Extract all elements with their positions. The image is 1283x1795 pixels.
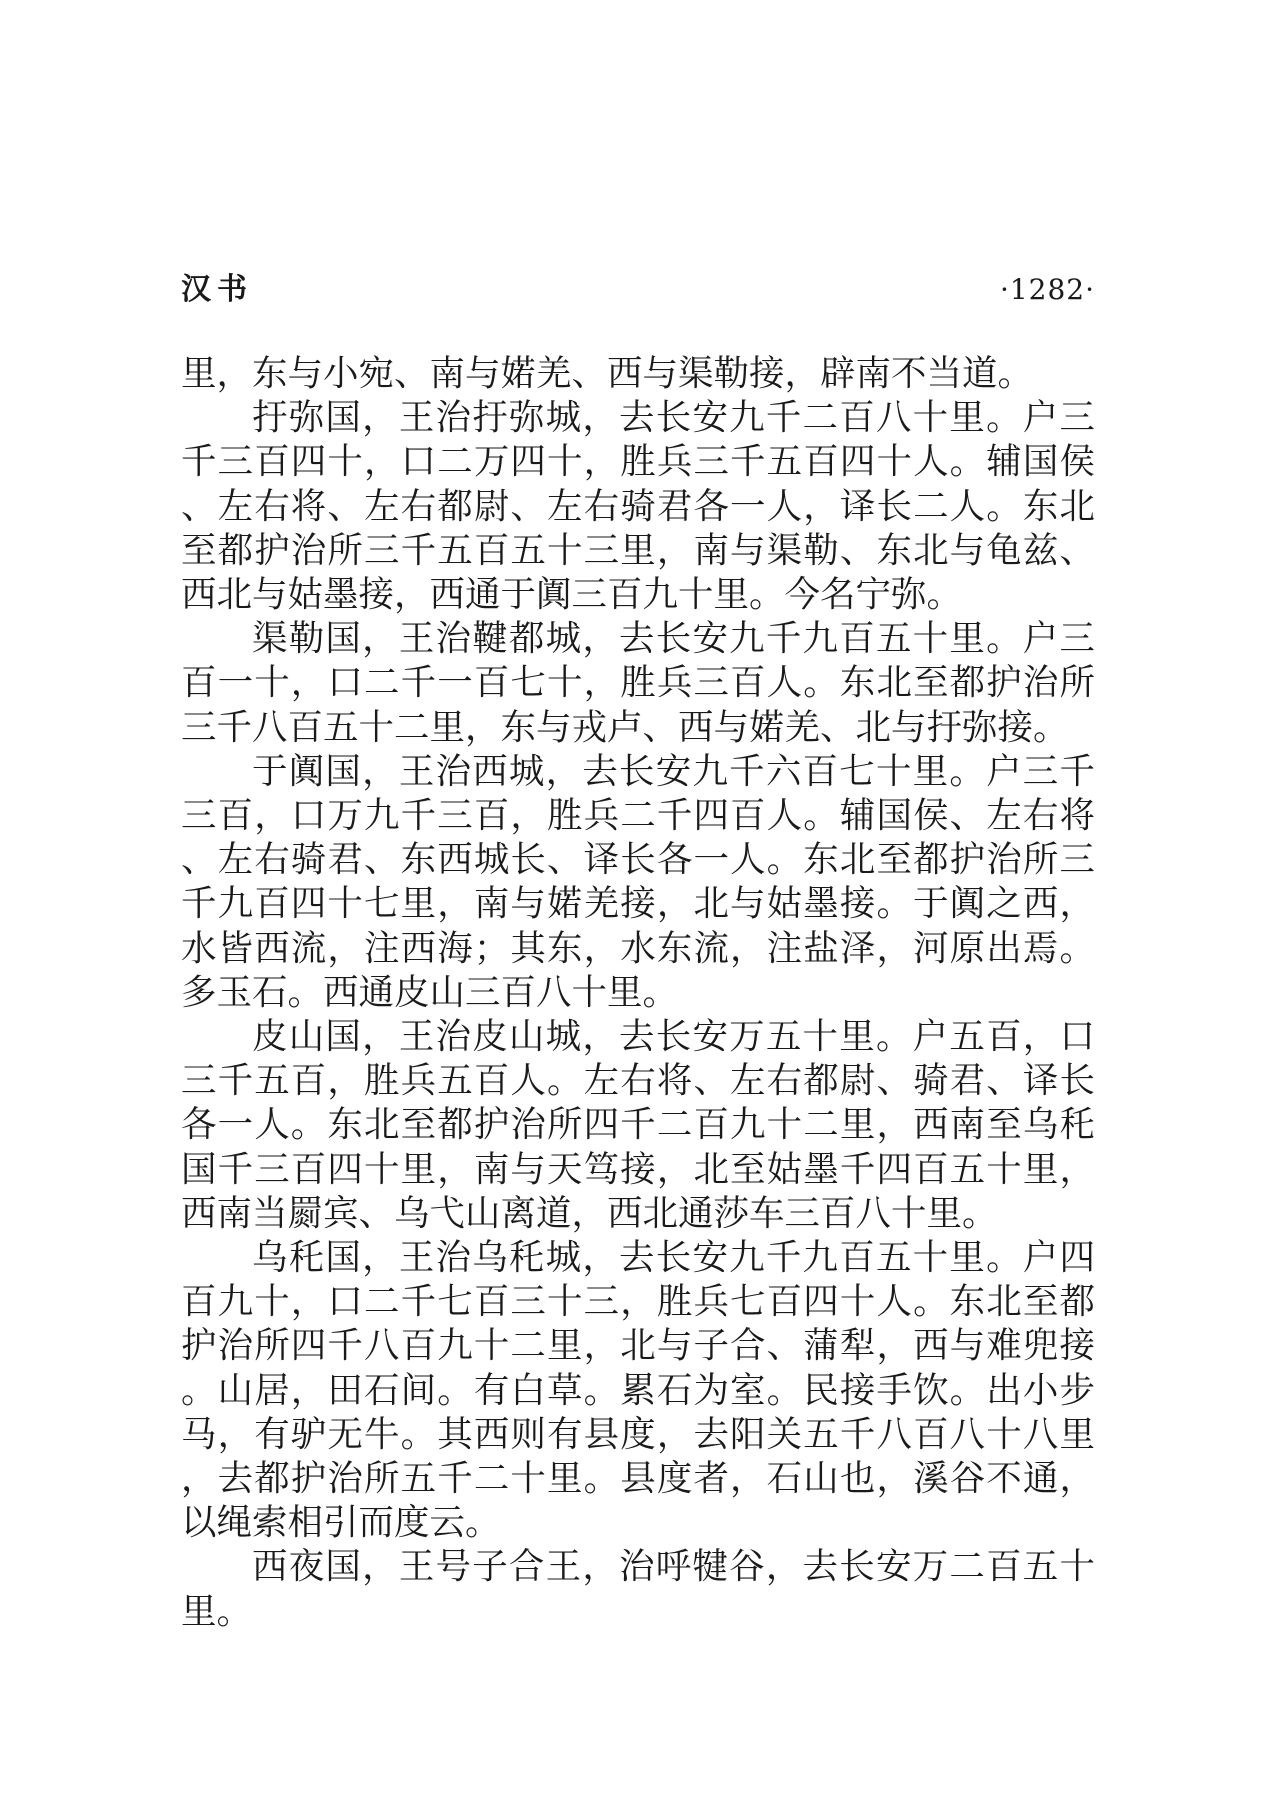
paragraph-pishan: 皮山国，王治皮山城，去长安万五十里。户五百，口三千五百，胜兵五百人。左右将、左右都尉、骑君、译长各一人。东北至都护治所四千二百九十二里，西南至乌秅国千三百四十里，南与天笃接，北至姑墨千四百五十里，西南当罽宾、乌弋山离道，西北通莎车三百八十里。 bbox=[181, 1016, 1095, 1234]
paragraph-yutian: 于阗国，王治西城，去长安九千六百七十里。户三千三百，口万九千三百，胜兵二千四百人。辅国侯、左右将、左右骑君、东西城长、译长各一人。东北至都护治所三千九百四十七里，南与婼羌接，北与姑墨接。于阗之西，水皆西流，注西海；其东，水东流，注盐泽，河原出焉。多玉石。西通皮山三百八十里。 bbox=[181, 750, 1095, 1013]
page-number: ·1282· bbox=[999, 273, 1095, 306]
body-text bbox=[181, 352, 1095, 1634]
paragraph-wucha: 乌秅国，王治乌秅城，去长安九千九百五十里。户四百九十，口二千七百三十三，胜兵七百四十人。东北至都护治所四千八百九十二里，北与子合、蒲犁，西与难兜接。山居，田石间。有白草。累石为室。民接手饮。出小步马，有驴无牛。其西则有县度，去阳关五千八百八十八里，去都护治所五千二十里。县度者，石山也，溪谷不通，以绳索相引而度云。 bbox=[181, 1237, 1095, 1544]
paragraph-yumi: 扜弥国，王治扜弥城，去长安九千二百八十里。户三千三百四十，口二万四十，胜兵三千五百四十人。辅国侯、左右将、左右都尉、左右骑君各一人，译长二人。东北至都护治所三千五百五十三里，南与渠勒、东北与龟兹、西北与姑墨接，西通于阗三百九十里。今名宁弥。 bbox=[181, 397, 1095, 616]
paragraph-qule: 渠勒国，王治鞬都城，去长安九千九百五十里。户三百一十，口二千一百七十，胜兵三百人。东北至都护治所三千八百五十二里，东与戎卢、西与婼羌、北与扜弥接。 bbox=[181, 618, 1095, 748]
paragraph-xiye: 西夜国，王号子合王，治呼犍谷，去长安万二百五十里。 bbox=[181, 1546, 1095, 1632]
book-title: 汉书 bbox=[181, 272, 253, 307]
running-head bbox=[181, 268, 1095, 312]
paragraph-continuation: 里，东与小宛、南与婼羌、西与渠勒接，辟南不当道。 bbox=[181, 353, 1034, 394]
